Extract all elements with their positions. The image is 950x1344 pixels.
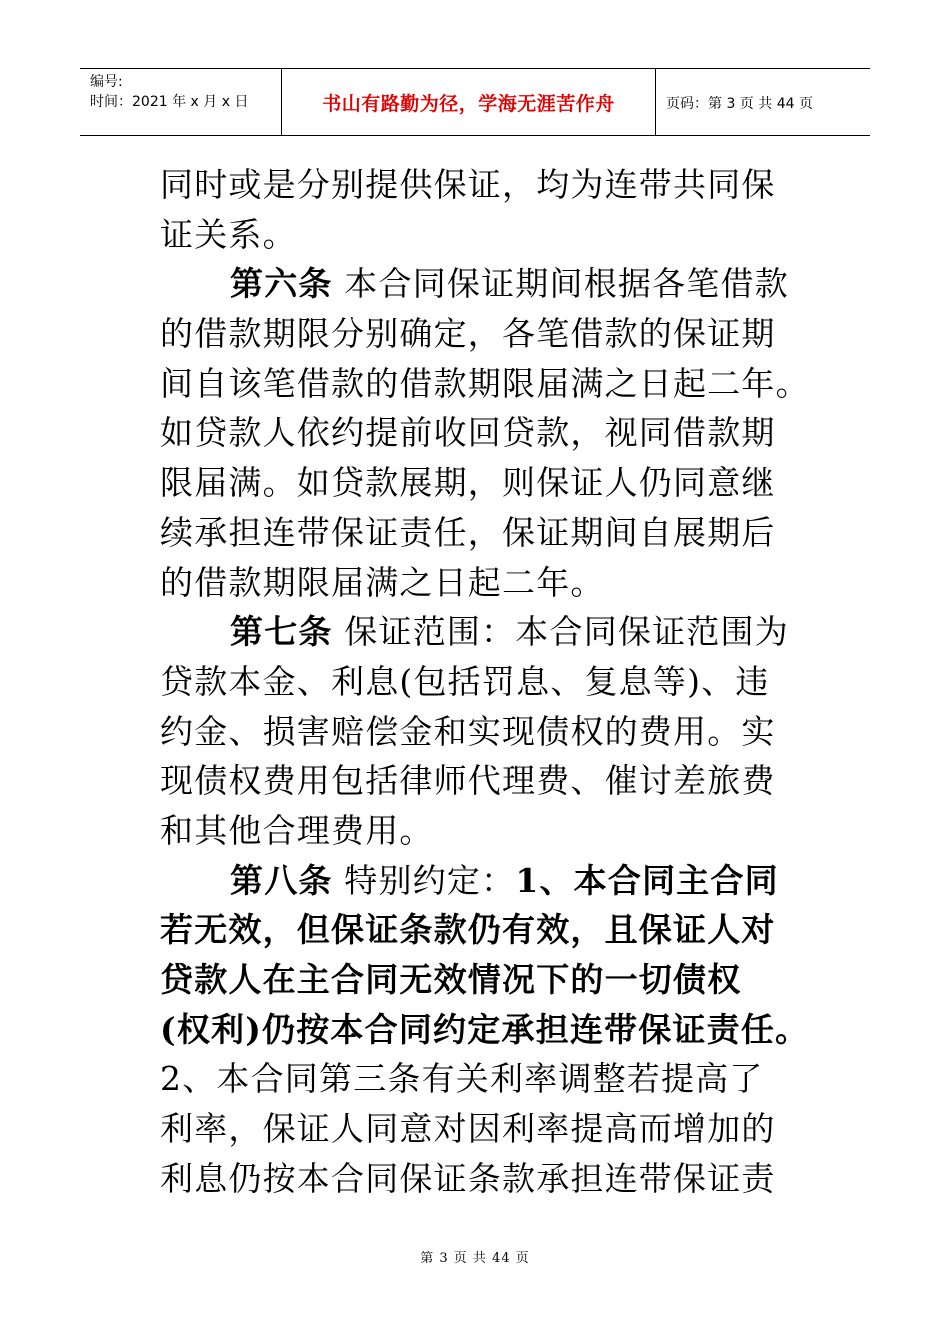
body-line: 现债权费用包括律师代理费、催讨差旅费 <box>160 761 776 801</box>
page-header <box>80 68 870 136</box>
body-line: 贷款本金、利息(包括罚息、复息等)、违 <box>160 661 770 701</box>
article-8-text: 特别约定： <box>332 860 516 900</box>
header-motto-cell <box>282 69 656 135</box>
article-8-bold-text: 1、本合同主合同 <box>515 860 779 900</box>
body-line: 续承担连带保证责任，保证期间自展期后 <box>160 512 776 552</box>
article-6-title: 第六条 <box>230 264 333 304</box>
header-page-info: 页码：第 3 页 共 44 页 <box>666 96 813 112</box>
body-line: 限届满。如贷款展期，则保证人仍同意继 <box>160 463 776 503</box>
body-line: 2、本合同第三条有关利率调整若提高了 <box>160 1059 764 1099</box>
article-7-title: 第七条 <box>230 612 333 652</box>
header-number-label: 编号: <box>90 74 123 90</box>
body-line: 约金、损害赔偿金和实现债权的费用。实 <box>160 711 776 751</box>
body-line: 的借款期限届满之日起二年。 <box>160 562 605 602</box>
article-8-title: 第八条 <box>230 860 333 900</box>
article-6-heading-line <box>160 259 810 309</box>
body-line: 利息仍按本合同保证条款承担连带保证责 <box>160 1158 776 1198</box>
header-time-label: 时间：2021 年 x 月 x 日 <box>90 94 249 110</box>
article-7-text: 保证范围：本合同保证范围为 <box>332 612 789 652</box>
article-8-heading-line <box>160 856 810 906</box>
article-7-heading-line <box>160 607 810 657</box>
article-6-text: 本合同保证期间根据各笔借款 <box>332 264 789 304</box>
header-meta <box>80 69 282 135</box>
body-line: 证关系。 <box>160 214 297 254</box>
body-line: 间自该笔借款的借款期限届满之日起二年。 <box>160 363 810 403</box>
body-line: 和其他合理费用。 <box>160 810 434 850</box>
body-line: 利率，保证人同意对因利率提高而增加的 <box>160 1109 776 1149</box>
body-line: 如贷款人依约提前收回贷款，视同借款期 <box>160 413 776 453</box>
document-body <box>160 160 810 1203</box>
page-footer: 第 3 页 共 44 页 <box>420 1251 530 1266</box>
header-page-info-cell <box>656 69 870 135</box>
body-line: 的借款期限分别确定，各笔借款的保证期 <box>160 314 776 354</box>
body-line-bold: 若无效，但保证条款仍有效，且保证人对 <box>160 910 776 950</box>
body-line-bold: (权利)仍按本合同约定承担连带保证责任。 <box>160 1009 810 1049</box>
header-motto: 书山有路勤为径，学海无涯苦作舟 <box>322 93 615 115</box>
body-line-bold: 贷款人在主合同无效情况下的一切债权 <box>160 960 742 999</box>
body-line: 同时或是分别提供保证，均为连带共同保 <box>160 165 776 204</box>
